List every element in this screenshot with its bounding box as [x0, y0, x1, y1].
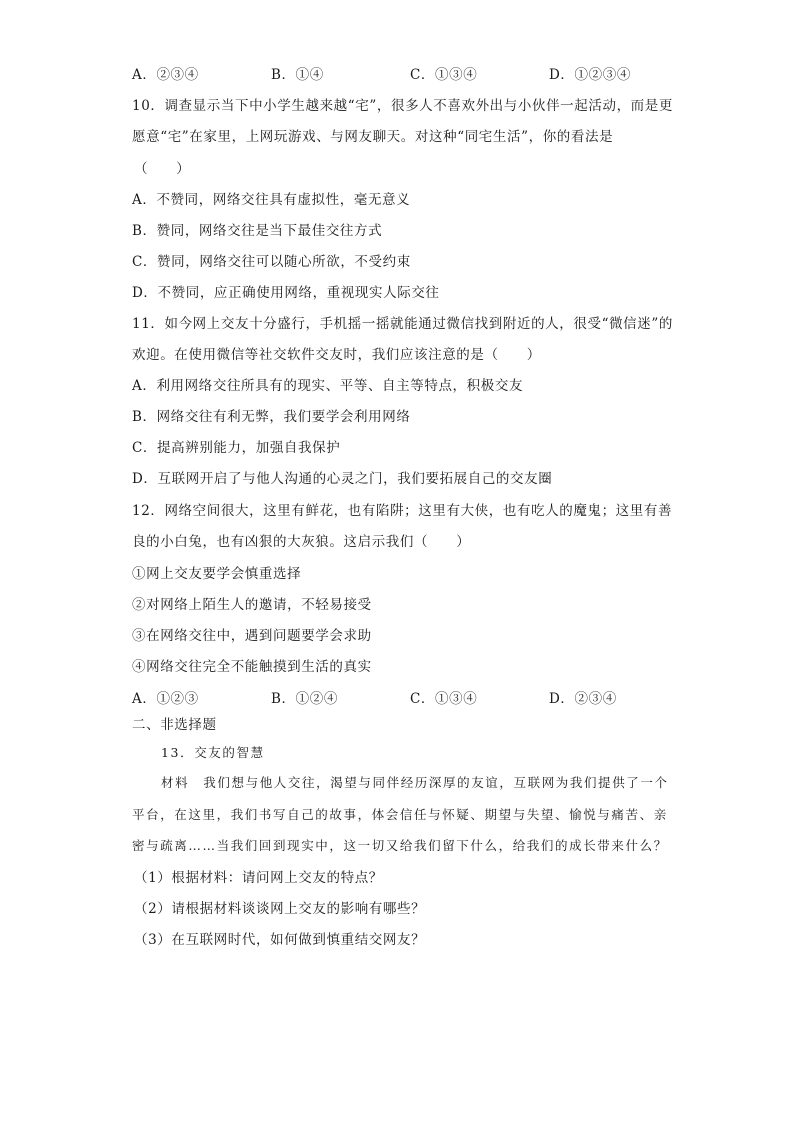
- option: A．②③④: [132, 67, 199, 83]
- option: A．不赞同，网络交往具有虚拟性，毫无意义: [132, 192, 411, 208]
- option: D．不赞同，应正确使用网络，重视现实人际交往: [132, 285, 440, 301]
- sub-question: （3）在互联网时代，如何做到慎重结交网友？: [134, 932, 426, 948]
- statement: ④网络交往完全不能触摸到生活的真实: [132, 659, 372, 675]
- sub-question: （2）请根据材料谈谈网上交友的影响有哪些？: [134, 901, 426, 917]
- section-heading: 二、非选择题: [132, 717, 217, 733]
- sub-question: （1）根据材料：请问网上交友的特点？: [134, 870, 383, 886]
- option: B．赞同，网络交往是当下最佳交往方式: [132, 223, 383, 239]
- answer-bracket: （ ）: [134, 161, 191, 177]
- option: B．①②④: [271, 691, 338, 707]
- statement: ②对网络上陌生人的邀请，不轻易接受: [132, 597, 372, 613]
- question-stem: 良的小白兔，也有凶狠的大灰狼。这启示我们（ ）: [132, 534, 471, 550]
- option: B．①④: [271, 67, 324, 83]
- option: A．①②③: [132, 691, 199, 707]
- option: C．赞同，网络交往可以随心所欲，不受约束: [132, 254, 411, 270]
- material-text: 平台，在这里，我们书写自己的故事，体会信任与怀疑、期望与失望、愉悦与痛苦、亲: [132, 807, 668, 822]
- option: B．网络交往有利无弊，我们要学会利用网络: [132, 409, 411, 425]
- question-stem: 欢迎。在使用微信等社交软件交友时，我们应该注意的是（ ）: [132, 347, 541, 363]
- material-text: 材料 我们想与他人交往，渴望与同伴经历深厚的友谊，互联网为我们提供了一个: [161, 775, 669, 790]
- question-stem: 愿意“宅”在家里，上网玩游戏、与网友聊天。对这种“同宅生活”，你的看法是: [132, 129, 614, 145]
- option: C．①③④: [410, 67, 478, 83]
- statement: ①网上交友要学会慎重选择: [132, 566, 302, 582]
- option: C．①③④: [410, 691, 478, 707]
- question-title: 13．交友的智慧: [161, 745, 265, 760]
- option: D．②③④: [549, 691, 617, 707]
- question-stem: 12．网络空间很大，这里有鲜花，也有陷阱；这里有大侠，也有吃人的魔鬼；这里有善: [132, 503, 673, 519]
- statement: ③在网络交往中，遇到问题要学会求助: [132, 628, 372, 644]
- question-stem: 10．调查显示当下中小学生越来越“宅”，很多人不喜欢外出与小伙伴一起活动，而是更: [132, 98, 673, 114]
- material-text: 密与疏离……当我们回到现实中，这一切又给我们留下什么，给我们的成长带来什么？: [132, 838, 668, 853]
- option: A．利用网络交往所具有的现实、平等、自主等特点，积极交友: [132, 378, 524, 394]
- question-stem: 11．如今网上交友十分盛行，手机摇一摇就能通过微信找到附近的人，很受“微信迷”的: [132, 316, 673, 332]
- option: D．互联网开启了与他人沟通的心灵之门，我们要拓展自己的交友圈: [132, 471, 553, 487]
- option: D．①②③④: [549, 67, 631, 83]
- option: C．提高辨别能力，加强自我保护: [132, 440, 341, 456]
